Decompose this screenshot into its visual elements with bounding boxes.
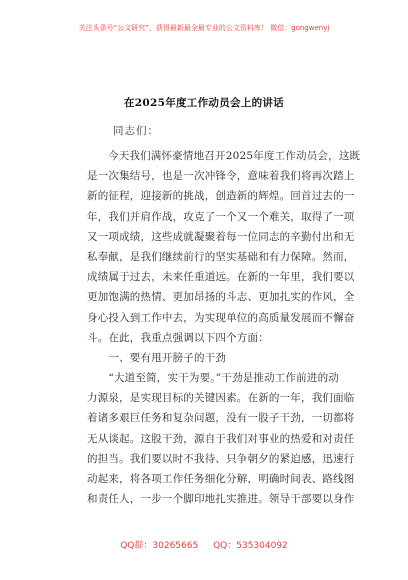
body-line: 动起来，将各项工作任务细化分解，明确时间表、路线图	[87, 473, 355, 485]
body-line: 新的征程，迎接新的挑战，创造新的辉煌。回首过去的一	[87, 190, 355, 203]
body-line: 无从谈起。这股干劲，源自于我们对事业的热爱和对责任	[87, 432, 355, 445]
footer-qq-group: QQ群：30265665	[120, 541, 199, 551]
body-line: 私奉献，是我们继续前行的坚实基础和有力保障。然而，	[87, 250, 355, 263]
section-heading: 一、要有甩开膀子的干劲	[87, 351, 227, 364]
body-line: 是一次集结号，也是一次冲锋令，意味着我们将再次踏上	[87, 170, 355, 183]
body-line: 又一项成绩，这些成就凝聚着每一位同志的辛勤付出和无	[87, 230, 355, 243]
body-line: 和责任人，一步一个脚印地扎实推进。领导干部要以身作	[87, 493, 355, 506]
document-title: 在2025年度工作动员会上的讲话	[123, 97, 285, 109]
salutation: 同志们：	[113, 125, 159, 137]
body-line: 身心投入到工作中去，为实现单位的高质量发展而不懈奋	[87, 311, 355, 324]
header-banner: 关注头条号“公文研究”，获得最新最全最专业的公文资料库！ 微信：gongwenyj	[78, 24, 330, 32]
body-line: 今天我们满怀豪情地召开2025年度工作动员会，这既	[108, 150, 361, 162]
body-line: 斗。在此，我重点强调以下四个方面：	[87, 331, 269, 344]
body-line: 力源泉，是实现目标的关键因素。在新的一年，我们面临	[87, 392, 355, 405]
footer-qq: QQ：535304092	[213, 541, 288, 551]
body-line: 更加饱满的热情、更加昂扬的斗志、更加扎实的作风，全	[87, 291, 355, 304]
body-line: “大道至简，实干为要。”干劲是推动工作前进的动	[87, 372, 339, 385]
document-body	[87, 146, 361, 509]
body-line: 着诸多艰巨任务和复杂问题，没有一股子干劲，一切都将	[87, 412, 355, 425]
body-line: 年，我们并肩作战，攻克了一个又一个难关，取得了一项	[87, 210, 355, 223]
body-line: 的担当。我们要以时不我待、只争朝夕的紧迫感，迅速行	[87, 452, 355, 465]
footer-contact	[0, 540, 408, 552]
body-line: 成绩属于过去，未来任重道远。在新的一年里，我们要以	[87, 271, 355, 284]
